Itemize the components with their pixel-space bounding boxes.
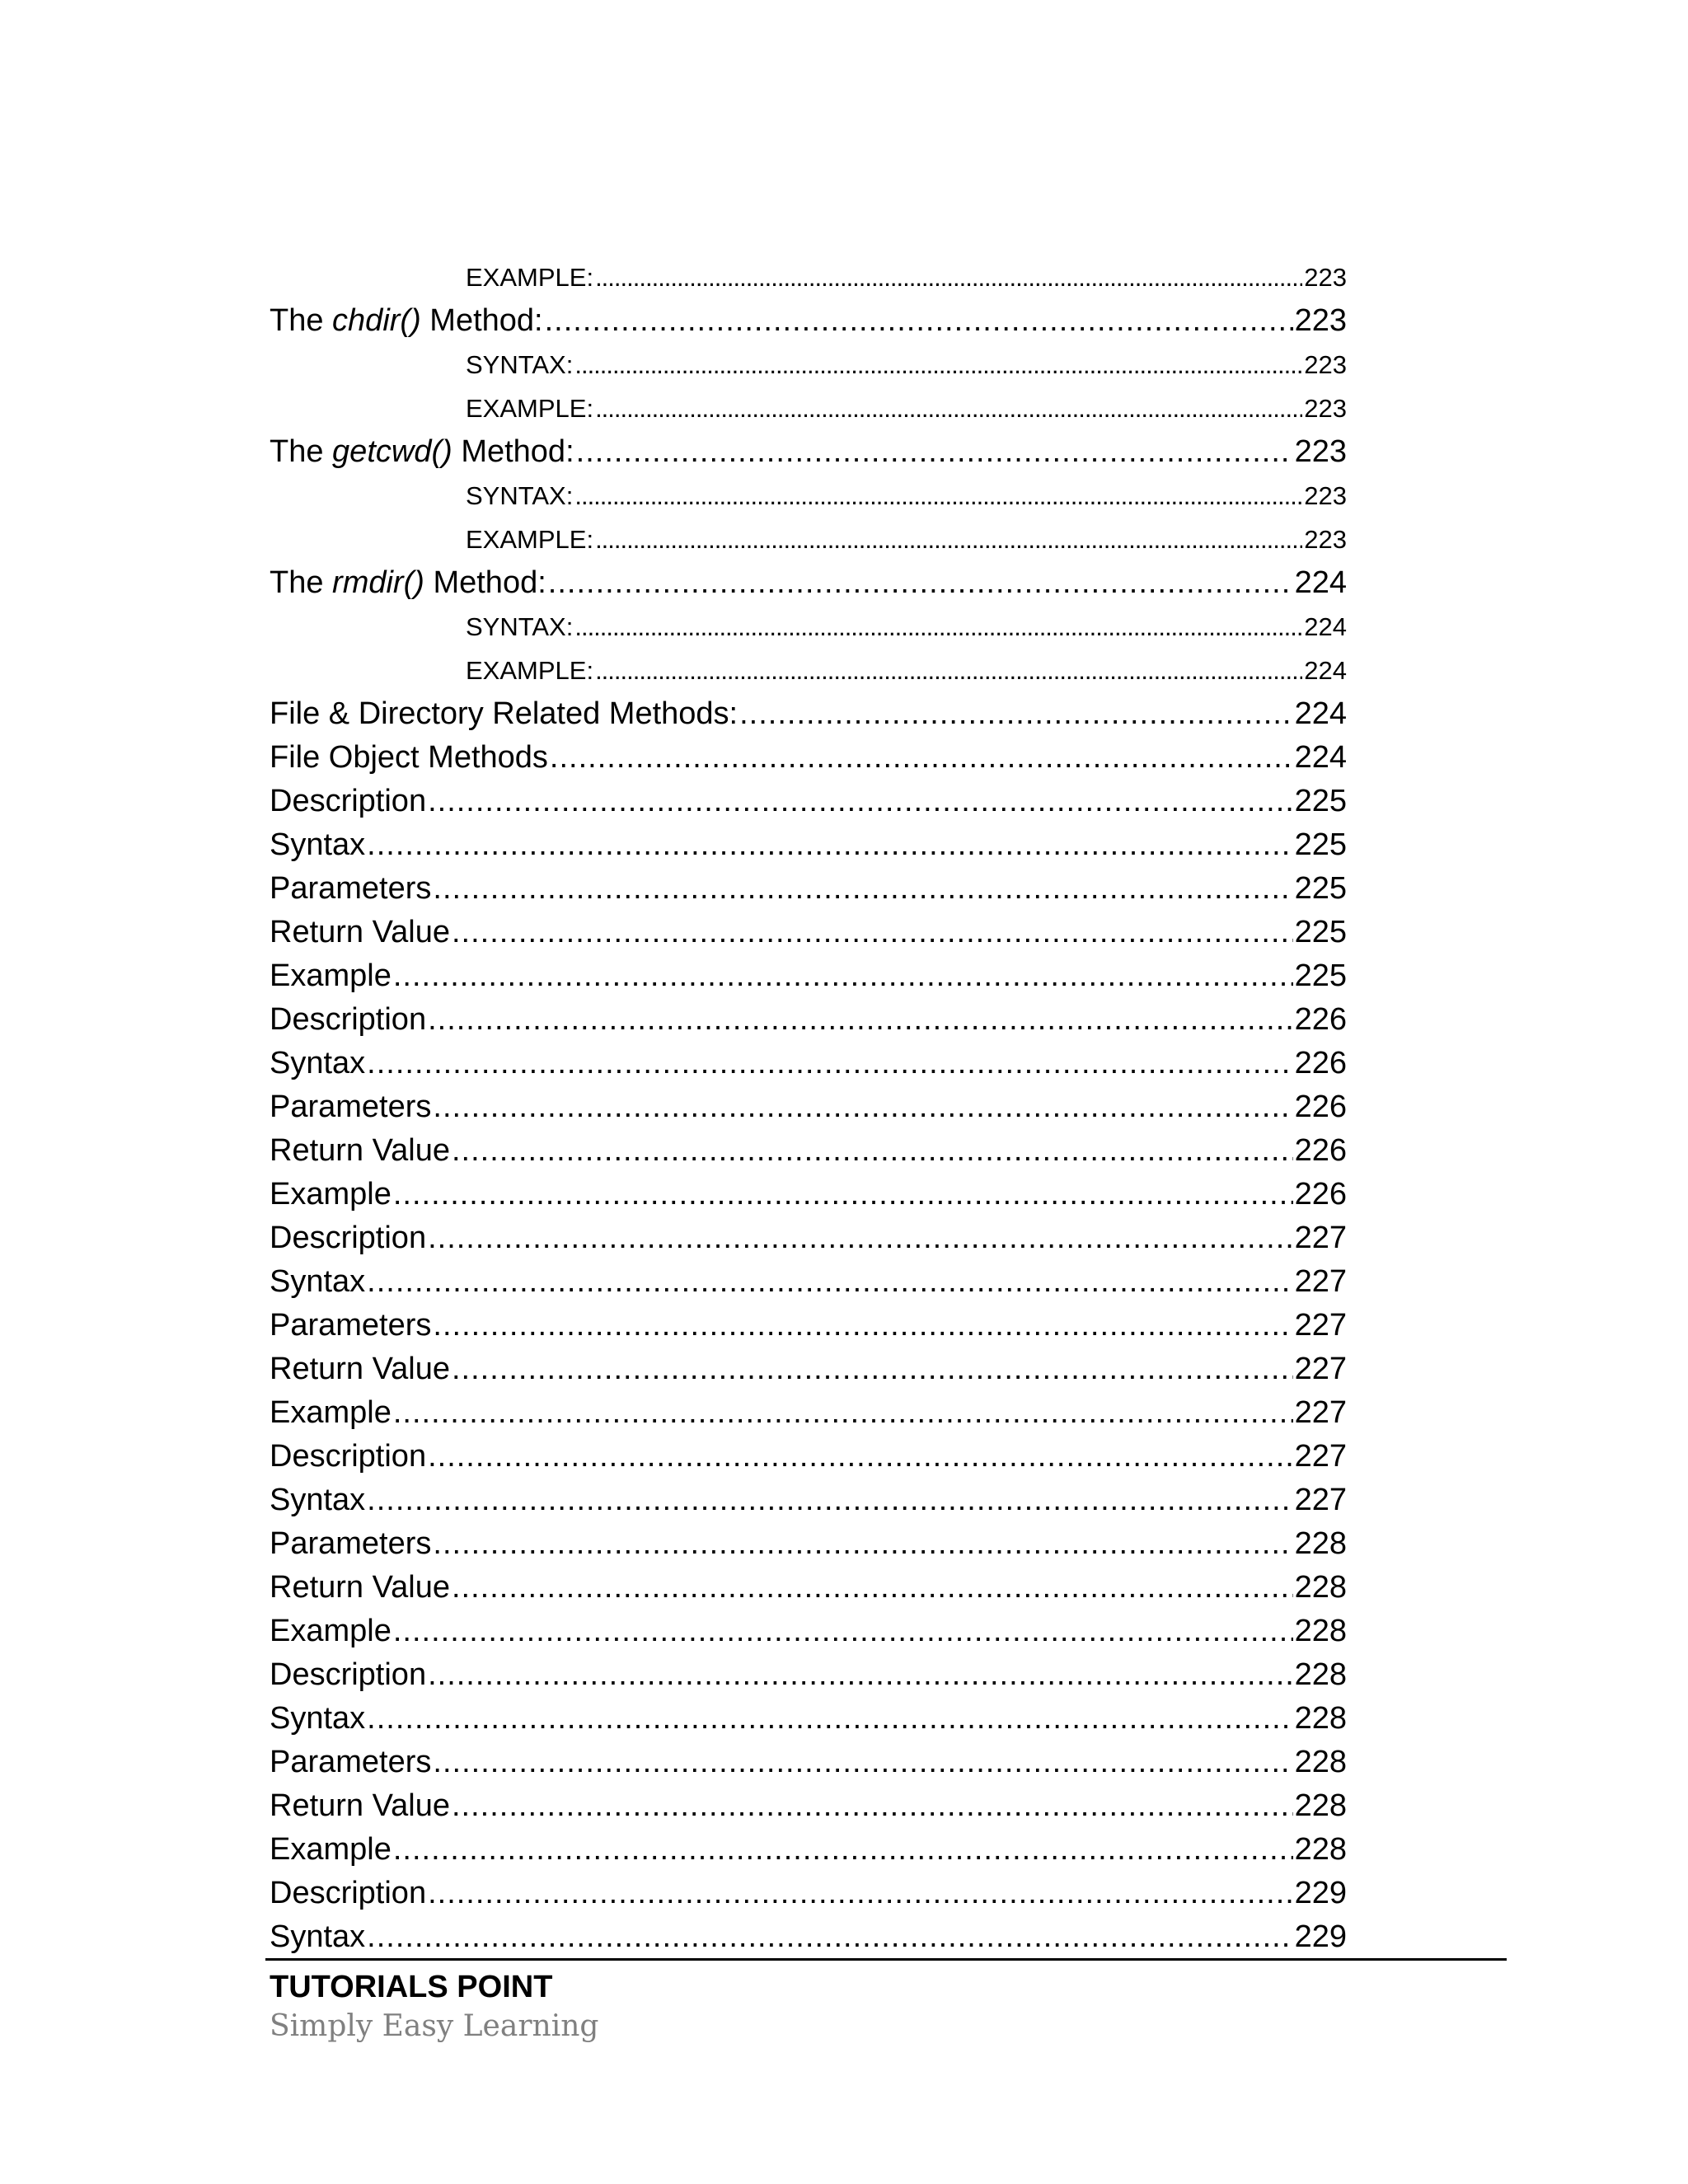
toc-entry[interactable] <box>270 1085 1347 1129</box>
dot-leader <box>393 1173 1293 1216</box>
toc-entry-title: EXAMPLE: <box>466 656 594 685</box>
toc-page-number: 223 <box>1294 303 1347 338</box>
toc-entry[interactable] <box>270 1304 1347 1347</box>
dot-leader <box>428 1653 1293 1697</box>
toc-entry[interactable] <box>270 1872 1347 1915</box>
toc-entry-title: Example <box>270 958 392 993</box>
dot-leader <box>452 1784 1293 1828</box>
toc-entry-title: Return Value <box>270 1133 450 1168</box>
toc-subentry[interactable] <box>270 518 1347 561</box>
toc-page-number: 228 <box>1294 1745 1347 1779</box>
toc-entry-title: Parameters <box>270 1308 432 1343</box>
footer-divider <box>265 1958 1507 1961</box>
toc-page-number: 226 <box>1294 1133 1347 1168</box>
toc-page-number: 223 <box>1304 481 1347 510</box>
toc-entry[interactable] <box>270 692 1347 736</box>
toc-page-number: 223 <box>1304 263 1347 292</box>
toc-entry-title: Parameters <box>270 1745 432 1779</box>
toc-entry-title: Description <box>270 1221 427 1255</box>
toc-entry[interactable] <box>270 780 1347 823</box>
dot-leader <box>433 1304 1292 1347</box>
toc-entry-title: Description <box>270 1439 427 1474</box>
toc-entry[interactable] <box>270 867 1347 911</box>
dot-leader <box>574 343 1302 387</box>
toc-page-number: 229 <box>1294 1876 1347 1910</box>
dot-leader <box>428 998 1293 1042</box>
toc-title-method: getcwd() <box>332 434 452 469</box>
dot-leader <box>433 1522 1292 1566</box>
toc-subentry[interactable] <box>270 605 1347 649</box>
toc-entry[interactable] <box>270 1697 1347 1741</box>
toc-subentry[interactable] <box>270 343 1347 387</box>
toc-page-number: 224 <box>1304 612 1347 641</box>
toc-page-number: 226 <box>1294 1090 1347 1124</box>
toc-page-number: 227 <box>1294 1439 1347 1474</box>
toc-page-number: 226 <box>1294 1002 1347 1037</box>
toc-page-number: 228 <box>1294 1526 1347 1561</box>
dot-leader <box>452 1566 1293 1610</box>
dot-leader <box>452 1347 1293 1391</box>
toc-entry-title: Return Value <box>270 915 450 949</box>
dot-leader <box>595 387 1302 430</box>
toc-page-number: 227 <box>1294 1483 1347 1517</box>
toc-entry[interactable] <box>270 1741 1347 1784</box>
dot-leader <box>550 736 1293 780</box>
toc-entry-title: Return Value <box>270 1570 450 1605</box>
dot-leader <box>574 474 1302 518</box>
toc-page-number: 229 <box>1294 1919 1347 1954</box>
dot-leader <box>428 1216 1293 1260</box>
toc-entry[interactable] <box>270 1566 1347 1610</box>
dot-leader <box>574 605 1302 649</box>
toc-entry-title: Syntax <box>270 1264 366 1299</box>
toc-entry[interactable] <box>270 1522 1347 1566</box>
toc-entry-title: SYNTAX: <box>466 350 574 379</box>
toc-subentry[interactable] <box>270 255 1347 299</box>
toc-page-number: 228 <box>1294 1614 1347 1648</box>
toc-entry-title: Parameters <box>270 871 432 906</box>
toc-entry[interactable] <box>270 1042 1347 1085</box>
toc-subentry[interactable] <box>270 649 1347 692</box>
toc-entry-title: Description <box>270 1876 427 1910</box>
toc-page-number: 227 <box>1294 1395 1347 1430</box>
toc-title-prefix: The <box>270 303 333 338</box>
toc-entry-title: Description <box>270 1657 427 1692</box>
toc-entry[interactable] <box>270 1653 1347 1697</box>
toc-page-number: 228 <box>1294 1788 1347 1823</box>
toc-subentry[interactable] <box>270 387 1347 430</box>
toc-page-number: 226 <box>1294 1177 1347 1212</box>
toc-page-number: 226 <box>1294 1046 1347 1080</box>
toc-entry-title: Syntax <box>270 1701 366 1736</box>
toc-entry-title: File & Directory Related Methods: <box>270 696 738 731</box>
toc-page-number: 223 <box>1294 434 1347 469</box>
toc-entry-title: Syntax <box>270 1046 366 1080</box>
toc-title-suffix: Method: <box>420 303 543 338</box>
toc-entry[interactable] <box>270 998 1347 1042</box>
toc-page-number: 227 <box>1294 1308 1347 1343</box>
toc-entry[interactable] <box>270 430 1347 474</box>
toc-page-number: 228 <box>1294 1570 1347 1605</box>
toc-entry-title: Example <box>270 1832 392 1867</box>
toc-page-number: 227 <box>1294 1221 1347 1255</box>
toc-entry[interactable] <box>270 1828 1347 1872</box>
toc-page-number: 224 <box>1294 740 1347 775</box>
dot-leader <box>367 1042 1292 1085</box>
toc-entry-title: EXAMPLE: <box>466 525 594 554</box>
dot-leader <box>595 649 1302 692</box>
toc-page-number: 227 <box>1294 1352 1347 1386</box>
toc-entry[interactable] <box>270 954 1347 998</box>
toc-page-number: 225 <box>1294 958 1347 993</box>
dot-leader <box>393 1828 1293 1872</box>
dot-leader <box>433 1085 1292 1129</box>
dot-leader <box>545 299 1293 343</box>
toc-entry[interactable] <box>270 1129 1347 1173</box>
dot-leader <box>428 1435 1293 1479</box>
dot-leader <box>428 780 1293 823</box>
toc-page-number: 227 <box>1294 1264 1347 1299</box>
toc-entry-title <box>270 430 574 474</box>
toc-entry-title: Syntax <box>270 1483 366 1517</box>
footer-tagline: Simply Easy Learning <box>270 2009 599 2043</box>
dot-leader <box>393 1610 1293 1653</box>
toc-page-number: 224 <box>1294 696 1347 731</box>
toc-title-prefix: The <box>270 565 333 600</box>
toc-title-prefix: The <box>270 434 333 469</box>
toc-entry[interactable] <box>270 1391 1347 1435</box>
toc-page-number: 225 <box>1294 827 1347 862</box>
toc-title-method: chdir() <box>332 303 421 338</box>
dot-leader <box>367 1697 1292 1741</box>
toc-entry[interactable] <box>270 1784 1347 1828</box>
toc-entry[interactable] <box>270 299 1347 343</box>
dot-leader <box>428 1872 1293 1915</box>
toc-entry-title: Example <box>270 1177 392 1212</box>
dot-leader <box>576 430 1293 474</box>
toc-entry-title: Return Value <box>270 1352 450 1386</box>
toc-page-number: 228 <box>1294 1657 1347 1692</box>
toc-page-number: 228 <box>1294 1701 1347 1736</box>
toc-title-suffix: Method: <box>452 434 574 469</box>
dot-leader <box>548 561 1293 605</box>
toc-subentry[interactable] <box>270 474 1347 518</box>
dot-leader <box>452 911 1293 954</box>
toc-entry-title: SYNTAX: <box>466 612 574 641</box>
dot-leader <box>393 1391 1293 1435</box>
toc-entry[interactable] <box>270 911 1347 954</box>
toc-title-suffix: Method: <box>424 565 546 600</box>
toc-entry[interactable] <box>270 1479 1347 1522</box>
toc-entry[interactable] <box>270 823 1347 867</box>
dot-leader <box>367 1915 1292 1959</box>
dot-leader <box>595 255 1302 299</box>
toc-page-number: 224 <box>1304 656 1347 685</box>
toc-entry[interactable] <box>270 1173 1347 1216</box>
toc-entry-title: Syntax <box>270 827 366 862</box>
dot-leader <box>433 1741 1292 1784</box>
toc-title-method: rmdir() <box>332 565 424 600</box>
dot-leader <box>739 692 1292 736</box>
toc-entry-title <box>270 561 546 605</box>
toc-entry-title: Parameters <box>270 1526 432 1561</box>
toc-entry-title: Description <box>270 784 427 818</box>
dot-leader <box>367 1479 1292 1522</box>
toc-entry-title: Example <box>270 1395 392 1430</box>
toc-entry[interactable] <box>270 561 1347 605</box>
toc-entry[interactable] <box>270 1260 1347 1304</box>
toc-entry[interactable] <box>270 1216 1347 1260</box>
dot-leader <box>393 954 1293 998</box>
toc-page-number: 225 <box>1294 915 1347 949</box>
toc-entry-title: Description <box>270 1002 427 1037</box>
footer-brand: TUTORIALS POINT <box>270 1970 553 2004</box>
dot-leader <box>595 518 1302 561</box>
toc-page-number: 223 <box>1304 525 1347 554</box>
toc-entry-title <box>270 299 543 343</box>
toc-entry-title: Parameters <box>270 1090 432 1124</box>
toc-page-number: 228 <box>1294 1832 1347 1867</box>
toc-entry[interactable] <box>270 1435 1347 1479</box>
toc-page-number: 225 <box>1294 784 1347 818</box>
table-of-contents <box>270 255 1347 1959</box>
toc-entry-title: EXAMPLE: <box>466 263 594 292</box>
toc-entry-title: Return Value <box>270 1788 450 1823</box>
toc-entry[interactable] <box>270 1915 1347 1959</box>
toc-entry-title: Example <box>270 1614 392 1648</box>
toc-entry-title: Syntax <box>270 1919 366 1954</box>
toc-page-number: 223 <box>1304 394 1347 423</box>
toc-entry-title: SYNTAX: <box>466 481 574 510</box>
dot-leader <box>452 1129 1293 1173</box>
toc-entry[interactable] <box>270 1347 1347 1391</box>
toc-entry[interactable] <box>270 1610 1347 1653</box>
dot-leader <box>433 867 1292 911</box>
dot-leader <box>367 1260 1292 1304</box>
toc-entry-title: EXAMPLE: <box>466 394 594 423</box>
toc-page-number: 223 <box>1304 350 1347 379</box>
toc-page-number: 224 <box>1294 565 1347 600</box>
toc-page-number: 225 <box>1294 871 1347 906</box>
dot-leader <box>367 823 1292 867</box>
toc-entry[interactable] <box>270 736 1347 780</box>
toc-entry-title: File Object Methods <box>270 740 548 775</box>
